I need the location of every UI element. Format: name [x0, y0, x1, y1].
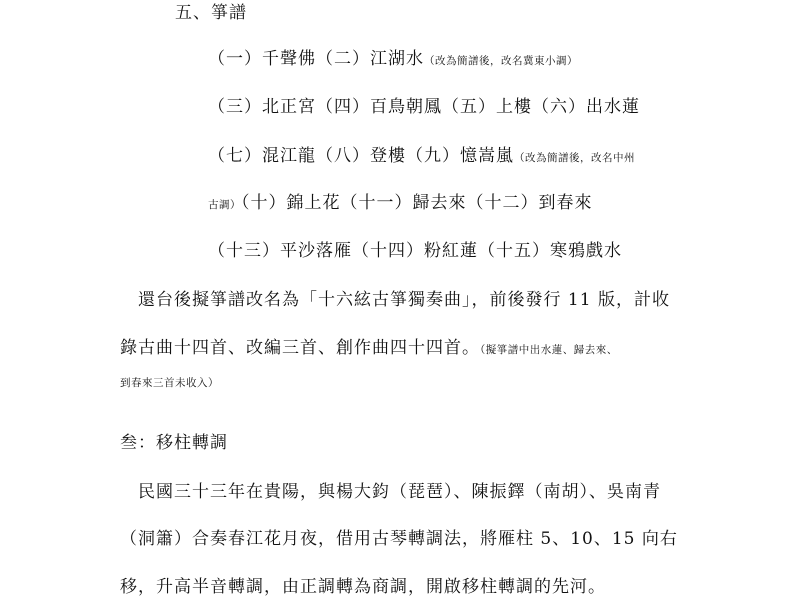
repertoire-row-5 [208, 240, 622, 262]
repertoire-row-4-text: （十）錦上花（十一）歸去來（十二）到春來 [241, 193, 593, 213]
paragraph-modulation-line-2: （洞簫）合奏春江花月夜，借用古琴轉調法，將雁柱 5、10、15 向右 [120, 529, 678, 549]
repertoire-row-5-text: （十三）平沙落雁（十四）粉紅蓮（十五）寒鴉戲水 [208, 241, 622, 261]
repertoire-row-3 [208, 145, 635, 169]
paragraph-taiwan-line-2-text: 錄古曲十四首、改編三首、創作曲四十四首。 [120, 338, 480, 358]
repertoire-row-3-note: （改為簡譜後，改名中州 [514, 152, 635, 164]
subsection-heading: 叁：移柱轉調 [120, 433, 228, 453]
repertoire-row-3-text: （七）混江龍（八）登樓（九）憶嵩嵐 [208, 146, 514, 166]
paragraph-modulation-line-3: 移，升高半音轉調，由正調轉為商調，開啟移柱轉調的先河。 [120, 577, 606, 597]
repertoire-row-1-note: （改為簡譜後，改名冀東小調） [424, 55, 578, 67]
paragraph-taiwan-line-1: 還台後擬箏譜改名為「十六絃古箏獨奏曲」，前後發行 11 版，計收 [138, 290, 670, 310]
repertoire-row-2-text: （三）北正宮（四）百鳥朝鳳（五）上樓（六）出水蓮 [208, 97, 640, 117]
section-heading: 五、箏譜 [175, 3, 247, 23]
repertoire-row-1 [208, 48, 578, 72]
paragraph-taiwan-line-2 [120, 337, 618, 361]
repertoire-row-4 [208, 192, 593, 216]
repertoire-row-1-text: （一）千聲佛（二）江湖水 [208, 49, 424, 69]
repertoire-row-4-note: 古調） [208, 199, 241, 211]
paragraph-taiwan-line-2-note: （擬箏譜中出水蓮、歸去來、 [480, 344, 618, 356]
paragraph-modulation-line-1: 民國三十三年在貴陽，與楊大鈞（琵琶）、陳振鐸（南胡）、吳南青 [138, 482, 661, 502]
repertoire-row-2 [208, 96, 640, 118]
paragraph-taiwan-line-3: 到春來三首未收入） [120, 377, 219, 389]
